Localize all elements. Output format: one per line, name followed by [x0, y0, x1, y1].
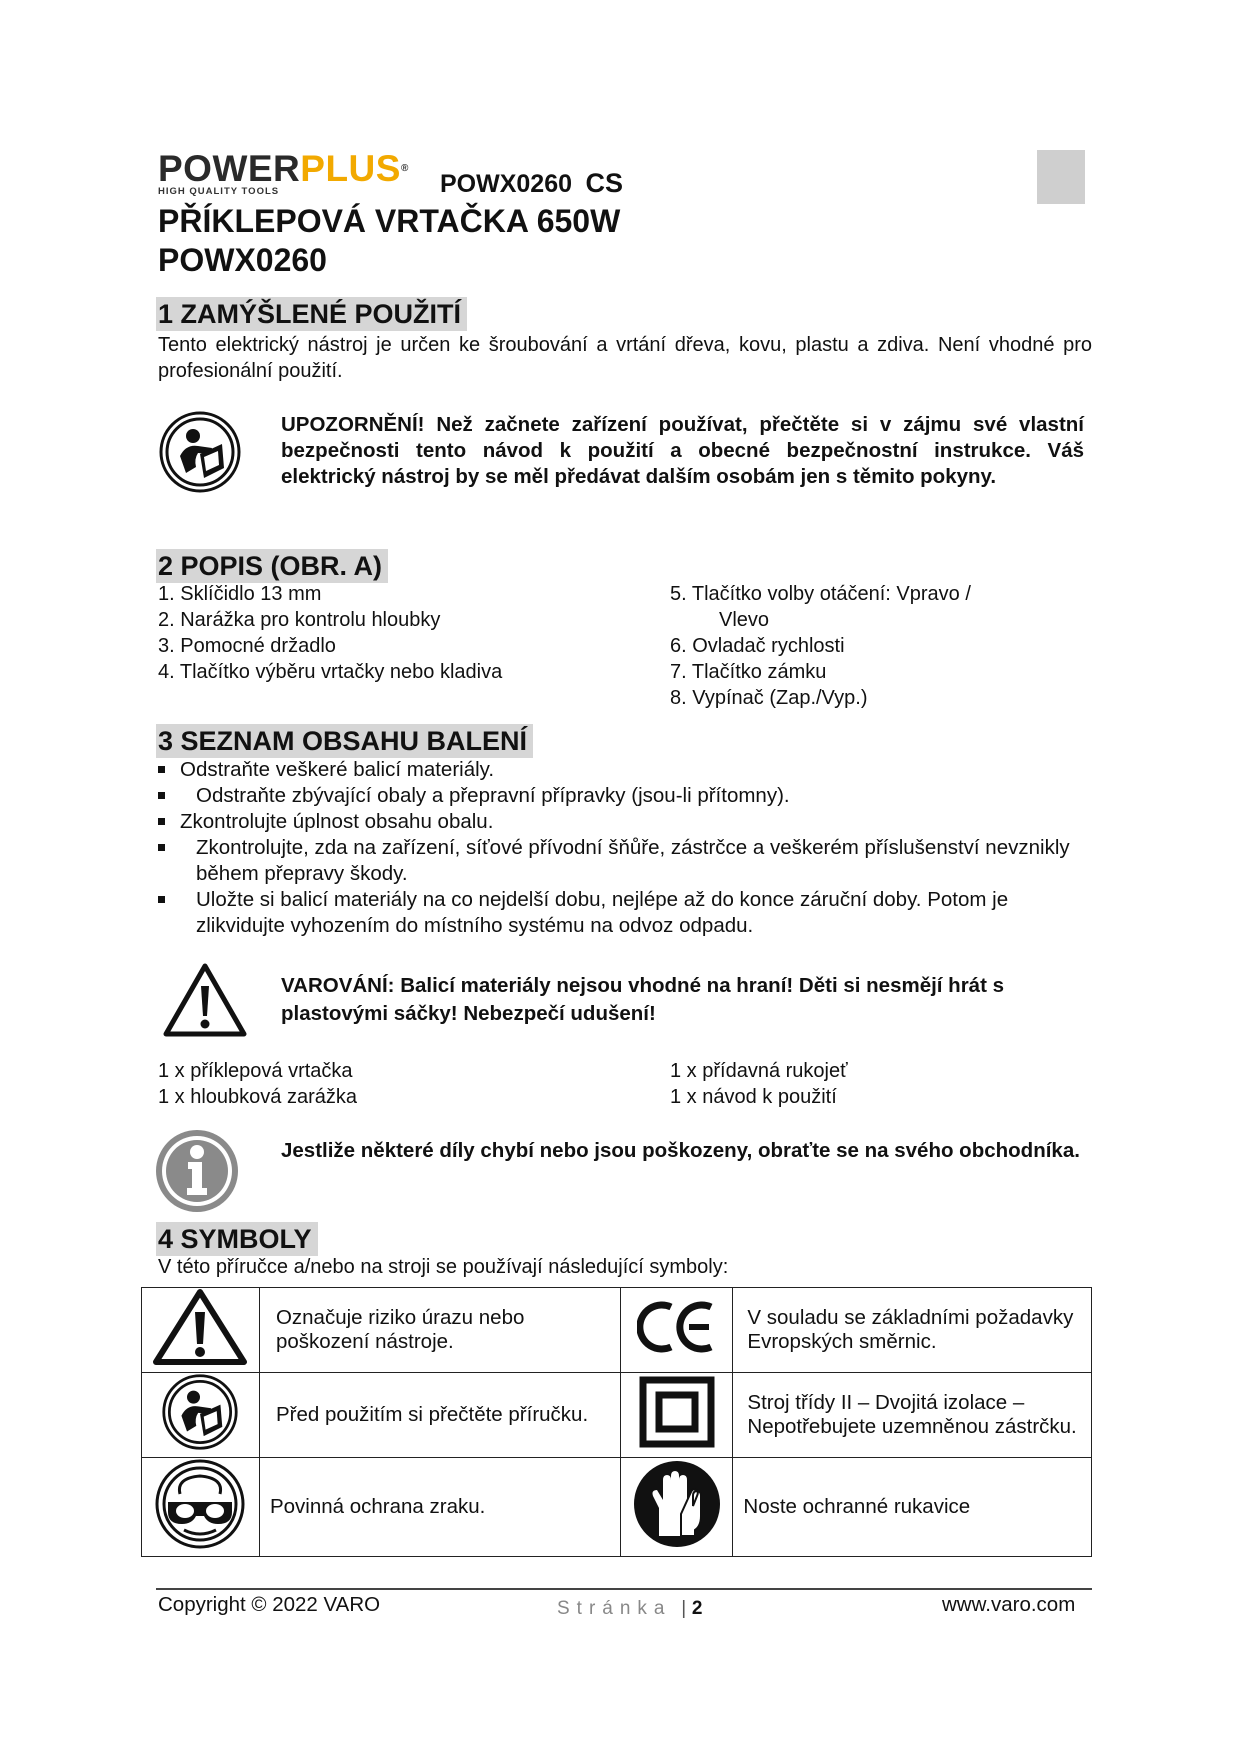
read-manual-icon [142, 1373, 260, 1458]
list-item: 1 x návod k použití [670, 1086, 837, 1108]
symbol-description: Označuje riziko úrazu nebo poškození nástroje. [259, 1288, 621, 1373]
list-item: Zkontrolujte, zda na zařízení, síťové přívodní šňůře, zástrčce a veškerém příslušenství nevznikly během přepravy škody. [158, 835, 1092, 887]
list-item: 2. Narážka pro kontrolu hloubky [158, 609, 441, 631]
list-item: 1 x příklepová vrtačka [158, 1060, 353, 1082]
model-code: POWX0260 [440, 170, 573, 198]
table-row [142, 1373, 1092, 1458]
package-contents-right [670, 1058, 1090, 1110]
symbol-description: Před použitím si přečtěte příručku. [259, 1373, 621, 1458]
page-title: PŘÍKLEPOVÁ VRTAČKA 650W [158, 203, 621, 239]
symbols-intro: V této příručce a/nebo na stroji se používají následující symboly: [158, 1256, 729, 1278]
section-heading-symbols: 4 SYMBOLY [156, 1222, 318, 1256]
list-item: 3. Pomocné držadlo [158, 635, 336, 657]
language-tab-marker [1037, 150, 1085, 204]
package-contents-left [158, 1058, 598, 1110]
warning-triangle-icon [163, 962, 247, 1038]
list-item: Vlevo [719, 609, 770, 631]
unpacking-instructions [158, 757, 1092, 939]
bullet-marker [158, 766, 165, 773]
ce-mark-icon [621, 1288, 733, 1373]
description-right-list [670, 581, 1090, 711]
bullet-marker [158, 844, 165, 851]
list-item: 1 x hloubková zarážka [158, 1086, 358, 1108]
missing-parts-info: Jestliže některé díly chybí nebo jsou poškozeny, obraťte se na svého obchodníka. [281, 1139, 1080, 1162]
safety-goggles-icon [142, 1458, 260, 1557]
page-subtitle: POWX0260 [158, 242, 327, 278]
list-item: 7. Tlačítko zámku [670, 661, 827, 683]
list-item: 6. Ovladač rychlosti [670, 635, 845, 657]
section-heading-intended-use: 1 ZAMÝŠLENÉ POUŽITÍ [156, 297, 467, 331]
section-heading-description: 2 POPIS (OBR. A) [156, 549, 388, 583]
description-left-list [158, 581, 658, 685]
footer-website: www.varo.com [942, 1593, 1076, 1616]
model-code-header [440, 168, 623, 199]
read-manual-notice: UPOZORNĚNÍ! Než začnete zařízení používat, přečtěte si v zájmu své vlastní bezpečnosti tento návod k použití a obecné bezpečnostní instrukce. Váš elektrický nástroj by se měl předávat dalším osobám jen s těmito pokyny. [281, 413, 1084, 488]
bullet-marker [158, 896, 165, 903]
logo-power-text: POWER [158, 148, 301, 189]
info-icon [154, 1128, 240, 1214]
list-item: Odstraňte zbývající obaly a přepravní přípravky (jsou-li přítomny). [158, 783, 1092, 809]
logo-registered-mark: ® [400, 163, 409, 174]
page-label: Stránka [557, 1598, 672, 1619]
footer-divider [156, 1588, 1092, 1590]
list-item: 1 x přídavná rukojeť [670, 1060, 848, 1082]
list-item: 4. Tlačítko výběru vrtačky nebo kladiva [158, 661, 503, 683]
bullet-marker [158, 818, 165, 825]
list-item: 1. Sklíčidlo 13 mm [158, 583, 322, 605]
protective-gloves-icon [621, 1458, 733, 1557]
symbols-table [141, 1287, 1092, 1557]
read-manual-icon [158, 410, 242, 494]
symbol-description: Povinná ochrana zraku. [259, 1458, 621, 1557]
bullet-marker [158, 792, 165, 799]
section-heading-package-contents: 3 SEZNAM OBSAHU BALENÍ [156, 724, 533, 758]
warning-triangle-icon [142, 1288, 260, 1373]
symbol-description: Stroj třídy II – Dvojitá izolace – Nepotřebujete uzemněnou zástrčku. [733, 1373, 1092, 1458]
page-number: 2 [691, 1598, 703, 1619]
page-separator: | [681, 1598, 687, 1619]
logo-plus-text: PLUS [300, 148, 401, 189]
list-item: 8. Vypínač (Zap./Vyp.) [670, 687, 868, 709]
list-item: Odstraňte veškeré balicí materiály. [158, 757, 1092, 783]
list-item: Zkontrolujte úplnost obsahu obalu. [158, 809, 1092, 835]
symbol-description: V souladu se základními požadavky Evropských směrnic. [733, 1288, 1092, 1373]
class-ii-double-insulation-icon [621, 1373, 733, 1458]
symbol-description: Noste ochranné rukavice [733, 1458, 1092, 1557]
footer-page-indicator [557, 1596, 702, 1620]
list-item: Uložte si balicí materiály na co nejdelší dobu, nejlépe až do konce záruční doby. Potom je zlikvidujte vyhozením do místního systému na odvoz odpadu. [158, 887, 1092, 939]
footer-copyright: Copyright © 2022 VARO [158, 1593, 381, 1616]
list-item: 5. Tlačítko volby otáčení: Vpravo / [670, 583, 971, 605]
logo-tagline: HIGH QUALITY TOOLS [158, 186, 280, 197]
table-row [142, 1288, 1092, 1373]
intended-use-text: Tento elektrický nástroj je určen ke šroubování a vrtání dřeva, kovu, plastu a zdiva. Není vhodné pro profesionální použití. [158, 334, 1092, 382]
table-row [142, 1458, 1092, 1557]
powerplus-logo [158, 150, 428, 202]
language-code: CS [585, 168, 624, 198]
packaging-warning: VAROVÁNÍ: Balicí materiály nejsou vhodné na hraní! Děti si nesmějí hrát s plastovými sáčky! Nebezpečí udušení! [281, 974, 1005, 1025]
